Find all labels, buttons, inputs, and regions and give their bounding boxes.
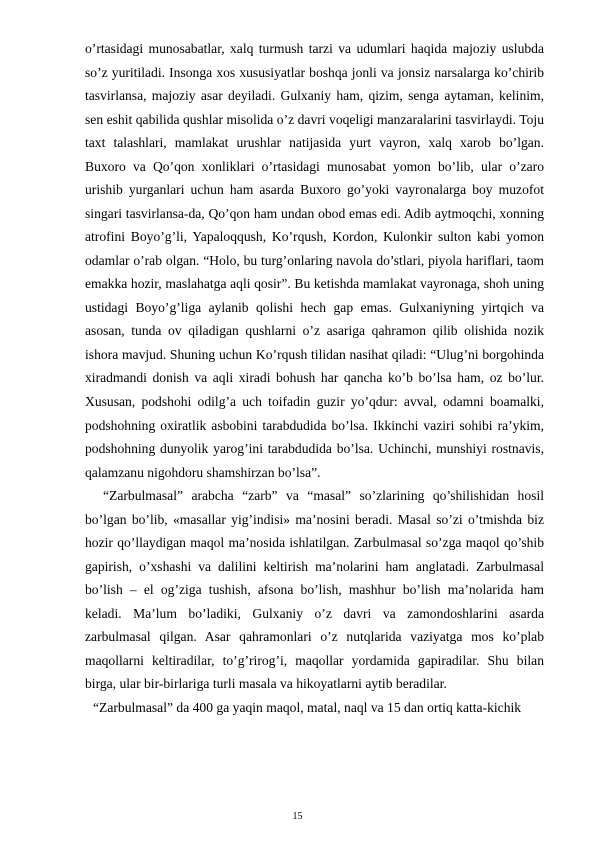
page-number: 15 — [292, 811, 303, 822]
paragraph-2: “Zarbulmasal” arabcha “zarb” va “masal” so’zlarining qo’shilishidan hosil bo’lgan bo’lib, «masallar yig’indisi» ma’nosini beradi. Masal so’zi o’tmishda biz hozir qo’llaydigan maqol ma’nosida ishlatilgan. Zarbulmasal so’zga maqol qo’shib gapirish, o’xshashi va dalilini keltirish ma’nolarini ham anglatadi. Zarbulmasal bo’lish – el og’ziga tushish, afsona bo’lish, mashhur bo’lish ma’nolarida ham keladi. Ma’lum bo’ladiki, Gulxaniy o’z davri va zamondoshlarini asarda zarbulmasal qilgan. Asar qahramonlari o’z nutqlarida vaziyatga mos ko’plab maqollarni keltiradilar, to’g’rirog’i, maqollar yordamida gapiradilar. Shu bilan birga, ular bir-birlariga turli masala va hikoyatlarni aytib beradilar. — [85, 488, 544, 692]
paragraph-1: o’rtasidagi munosabatlar, xalq turmush tarzi va udumlari haqida majoziy uslubda so’z yuritiladi. Insonga xos xususiyatlar boshqa jonli va jonsiz narsalarga ko’chirib tasvirlansa, majoziy asar deyiladi. Gulxaniy ham, qizim, senga aytaman, kelinim, sen eshit qabilida qushlar misolida o’z davri voqeligi manzaralarini tasvirlaydi. Toju taxt talashlari, mamlakat urushlar natijasida yurt vayron, xalq xarob bo’lgan. Buxoro va Qo’qon xonliklari o’rtasidagi munosabat yomon bo’lib, ular o’zaro urishib yurganlari uchun ham asarda Buxoro go’yoki vayronalarga boy muzofot singari tasvirlansa-da, Qo’qon ham undan obod emas edi. Adib aytmoqchi, xonning atrofini Boyo’g’li, Yapaloqqush, Ko’rqush, Kordon, Kulonkir sulton kabi yomon odamlar o’rab olgan. “Holo, bu turg’onlaring navola do’stlari, piyola hariflari, taom emakka hozir, maslahatga aqli qosir”. Bu ketishda mamlakat vayronaga, shoh uning ustidagi Boyo’g’liga aylanib qolishi hech gap emas. Gulxaniyning yirtqich va asosan, tunda ov qiladigan qushlarni o’z asariga qahramon qilib olishida nozik ishora mavjud. Shuning uchun Ko’rqush tilidan nasihat qiladi: “Ulug’ni borgohinda xiradmandi donish va aqli xiradi bohush har qancha ko’b bo’lsa ham, oz bo’lur. Xususan, podshohi odilg’a uch toifadin guzir yo’qdur: avval, odamni boamalki, podshohning oxiratlik asbobini tarabdudida bo’lsa. Ikkinchi vaziri sohibi ra’ykim, podshohning dunyolik yarog’ini tarabdudida bo’lsa. Uchinchi, munshiyi rostnavis, qalamzanu nigohdoru shamshirzan bo’lsa”. — [85, 41, 544, 480]
document-body — [85, 37, 544, 719]
paragraph-3: “Zarbulmasal” da 400 ga yaqin maqol, matal, naql va 15 dan ortiq katta-kichik — [93, 699, 522, 715]
